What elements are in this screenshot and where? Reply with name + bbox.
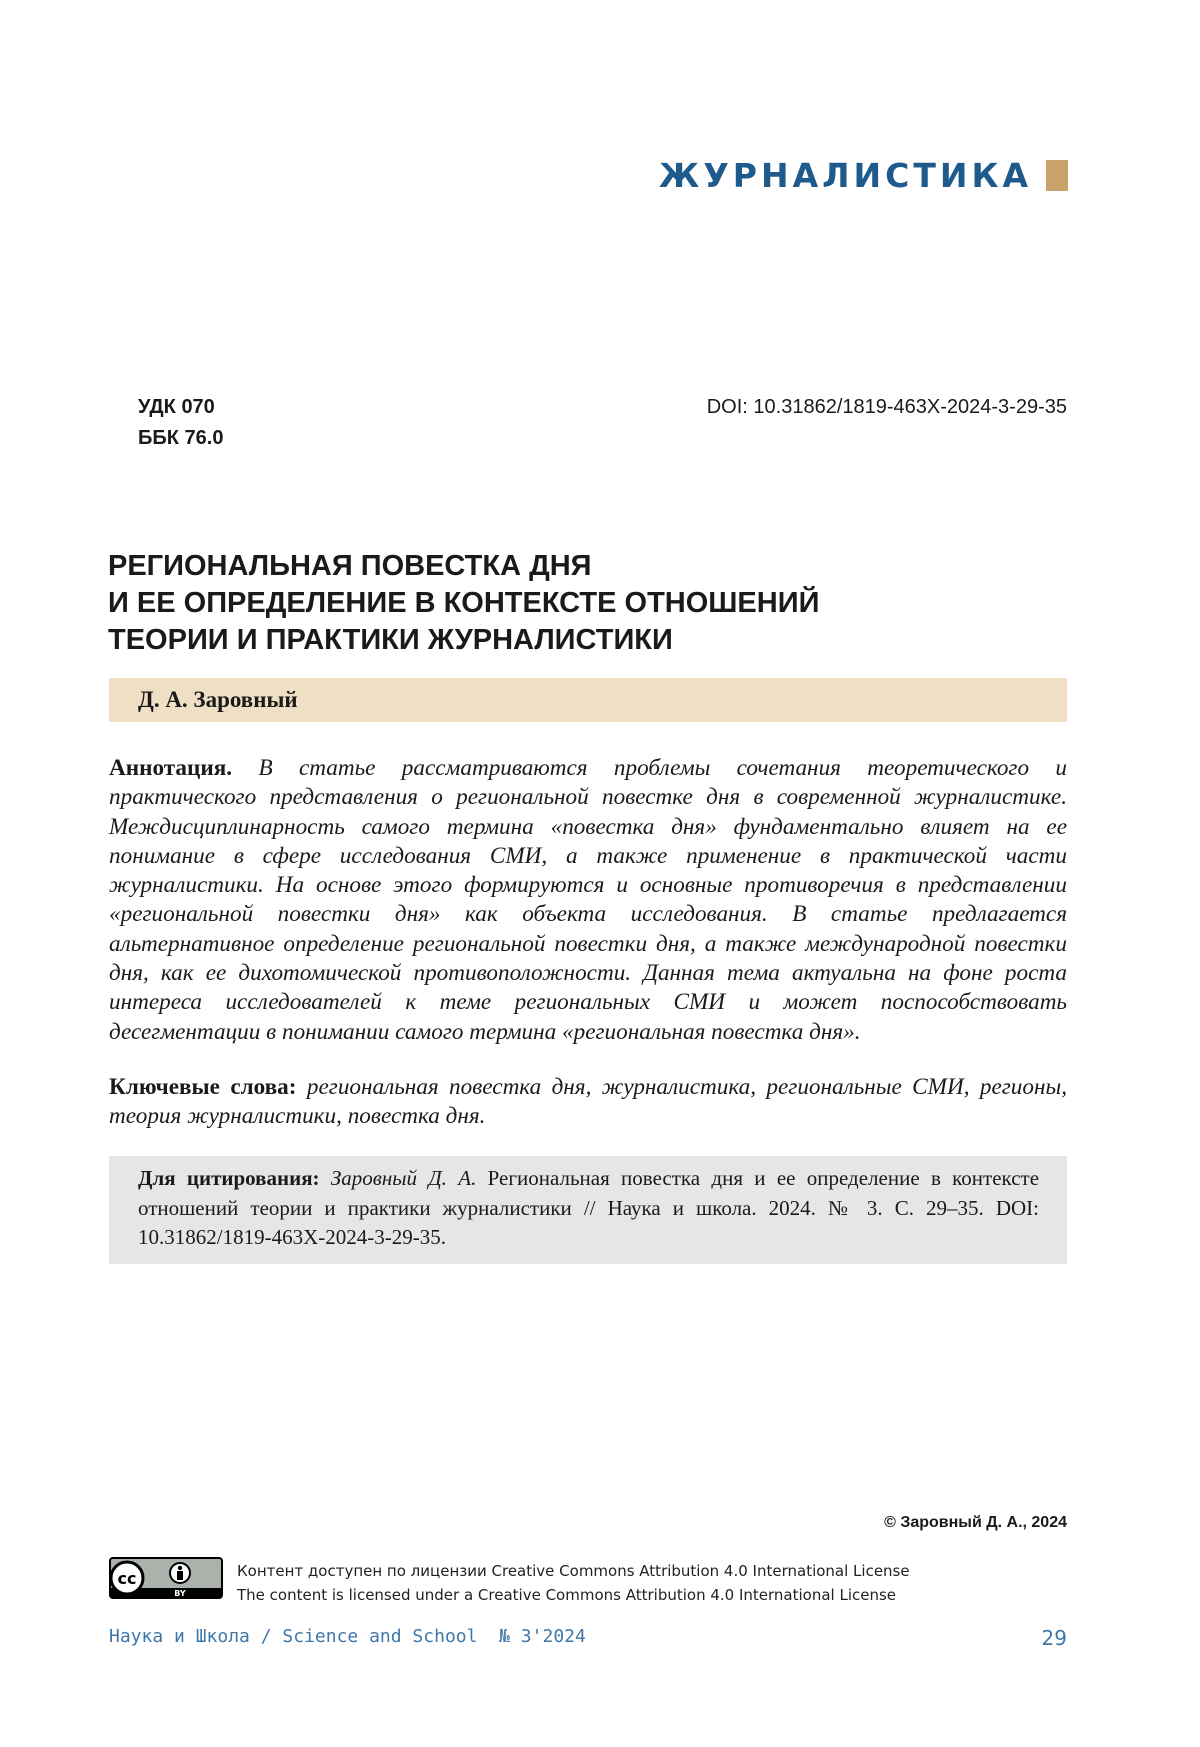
section-title: ЖУРНАЛИСТИКА bbox=[658, 155, 1032, 195]
by-symbol-text: BY bbox=[174, 1589, 186, 1598]
cc-symbol-text: cc bbox=[117, 1569, 137, 1588]
bbk-code: ББК 76.0 bbox=[138, 427, 224, 449]
author-name: Д. А. Заровный bbox=[138, 687, 298, 712]
title-line: РЕГИОНАЛЬНАЯ ПОВЕСТКА ДНЯ bbox=[108, 550, 592, 582]
citation-box bbox=[109, 1156, 1067, 1264]
copyright: © Заровный Д. А., 2024 bbox=[884, 1514, 1067, 1531]
udk-code: УДК 070 bbox=[138, 396, 215, 418]
title-line: ТЕОРИИ И ПРАКТИКИ ЖУРНАЛИСТИКИ bbox=[108, 624, 673, 656]
license-line-ru: Контент доступен по лицензии Creative Commons Attribution 4.0 International License bbox=[237, 1562, 910, 1580]
page-footer bbox=[109, 1626, 1067, 1650]
cc-by-license-icon bbox=[109, 1557, 223, 1599]
doi: DOI: 10.31862/1819-463X-2024-3-29-35 bbox=[706, 396, 1067, 418]
section-header bbox=[659, 155, 1068, 195]
license-row bbox=[109, 1557, 910, 1607]
citation-author: Заровный Д. А. bbox=[330, 1166, 477, 1190]
license-line-en: The content is licensed under a Creative Commons Attribution 4.0 International License bbox=[237, 1586, 897, 1604]
keywords-text: региональная повестка дня, журналистика, региональные СМИ, регионы, теория журналистики, повестка дня. bbox=[109, 1074, 1067, 1130]
classification-codes bbox=[138, 392, 223, 454]
title-line: И ЕЕ ОПРЕДЕЛЕНИЕ В КОНТЕКСТЕ ОТНОШЕНИЙ bbox=[108, 587, 820, 619]
abstract bbox=[109, 754, 1067, 1047]
author-band bbox=[109, 678, 1067, 722]
abstract-label: Аннотация. bbox=[109, 755, 233, 781]
license-text bbox=[237, 1557, 910, 1607]
keywords-label: Ключевые слова: bbox=[109, 1074, 297, 1100]
keywords bbox=[109, 1073, 1067, 1132]
citation-label: Для цитирования: bbox=[138, 1166, 320, 1190]
article-title bbox=[108, 548, 1068, 659]
journal-info: Наука и Школа / Science and School № 3'2024 bbox=[109, 1626, 586, 1647]
citation-text: Региональная повестка дня и ее определение в контексте отношений теории и практики журналистики // Наука и школа. 2024. № 3. С. 29–35. DOI: 10.31862/1819-463X-2024-3-29-35. bbox=[138, 1166, 1040, 1249]
page-number: 29 bbox=[1041, 1626, 1067, 1650]
abstract-text: В статье рассматриваются проблемы сочетания теоретического и практического представления о региональной повестке дня в современной журналистике. Междисциплинарность самого термина «повестка дня» фундаментально влияет на ее понимание в сфере исследования СМИ, а также применение в практической части журналистики. На основе этого формируются и основные противоречия в представлении «региональной повестки дня» как объекта исследования. В статье предлагается альтернативное определение региональной повестки дня, а также международной повестки дня, как ее дихотомической противоположности. Данная тема актуальна на фоне роста интереса исследователей к теме региональных СМИ и может поспособствовать десегментации в понимании самого термина «региональная повестка дня». bbox=[109, 755, 1067, 1045]
section-accent-square bbox=[1046, 160, 1068, 191]
